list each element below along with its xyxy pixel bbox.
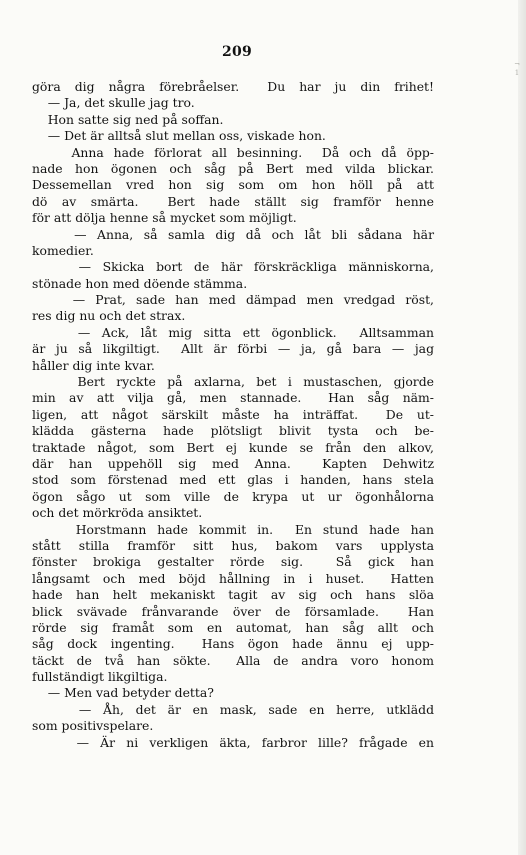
text-line: — Skicka bort de här förskräckliga människorna,	[32, 259, 434, 275]
text-line: klädda gästerna hade plötsligt blivit tysta och be-	[32, 423, 434, 439]
text-line: hade han helt mekaniskt tagit av sig och hans slöa	[32, 587, 434, 603]
text-line: som positivspelare.	[32, 718, 154, 734]
text-line: min av att vilja gå, men stannade. Han såg näm-	[32, 390, 434, 406]
text-line: — Prat, sade han med dämpad men vredgad röst,	[32, 292, 434, 308]
text-line: stod som förstenad med ett glas i handen, hans stela	[32, 472, 434, 488]
text-line: — Men vad betyder detta?	[32, 685, 214, 701]
text-line: — Ack, låt mig sitta ett ögonblick. Alltsamman	[32, 324, 434, 340]
text-line: — Det är alltså slut mellan oss, viskade hon.	[32, 128, 326, 144]
text-line: ögon sågo ut som ville de krypa ut ur ögonhålorna	[32, 488, 434, 504]
text-line: komedier.	[32, 242, 94, 258]
text-line: är ju så likgiltigt. Allt är förbi — ja, gå bara — jag	[32, 341, 434, 357]
page-number: 209	[221, 44, 253, 60]
text-line: Dessemellan vred hon sig som om hon höll på att	[32, 177, 434, 193]
text-line: täckt de två han sökte. Alla de andra voro honom	[32, 652, 434, 668]
text-line: ligen, att något särskilt måste ha inträffat. De ut-	[32, 406, 434, 422]
text-line: långsamt och med böjd hållning in i huset. Hatten	[32, 570, 434, 586]
edge-mark: ¬ 1	[514, 60, 520, 77]
text-line: Bert ryckte på axlarna, bet i mustaschen, gjorde	[32, 374, 434, 390]
text-line: blick svävade frånvarande över de församlade. Han	[32, 603, 434, 619]
text-line: såg dock ingenting. Hans ögon hade ännu ej upp-	[32, 636, 434, 652]
text-line: — Anna, så samla dig då och låt bli sådana här	[32, 226, 434, 242]
text-line: traktade något, som Bert ej kunde se från den alkov,	[32, 439, 434, 455]
text-line: rörde sig framåt som en automat, han såg allt och	[32, 619, 434, 635]
text-line: Hon satte sig ned på soffan.	[32, 111, 224, 127]
text-line: — Är ni verkligen äkta, farbror lille? frågade en	[32, 734, 434, 750]
text-line: göra dig några förebråelser. Du har ju din frihet!	[32, 79, 434, 94]
page-edge	[518, 0, 526, 855]
text-line: håller dig inte kvar.	[32, 357, 155, 373]
text-line: för att dölja henne så mycket som möjligt.	[32, 210, 297, 226]
text-line: och det mörkröda ansiktet.	[32, 505, 203, 521]
text-line: Anna hade förlorat all besinning. Då och då öpp-	[32, 144, 434, 160]
text-line: stått stilla framför sitt hus, bakom vars upplysta	[32, 537, 434, 553]
text-line: dö av smärta. Bert hade ställt sig framför henne	[32, 193, 434, 209]
text-line: res dig nu och det strax.	[32, 308, 186, 324]
body-text	[32, 79, 434, 751]
text-line: Horstmann hade kommit in. En stund hade han	[32, 521, 434, 537]
text-line: — Åh, det är en mask, sade en herre, utklädd	[32, 701, 434, 717]
text-line: — Ja, det skulle jag tro.	[32, 95, 195, 111]
text-line: fullständigt likgiltiga.	[32, 669, 168, 685]
text-line: nade hon ögonen och såg på Bert med vilda blickar.	[32, 160, 434, 176]
text-line: där han uppehöll sig med Anna. Kapten Dehwitz	[32, 455, 434, 471]
text-line: fönster brokiga gestalter rörde sig. Så gick han	[32, 554, 434, 570]
text-line: stönade hon med döende stämma.	[32, 275, 248, 291]
